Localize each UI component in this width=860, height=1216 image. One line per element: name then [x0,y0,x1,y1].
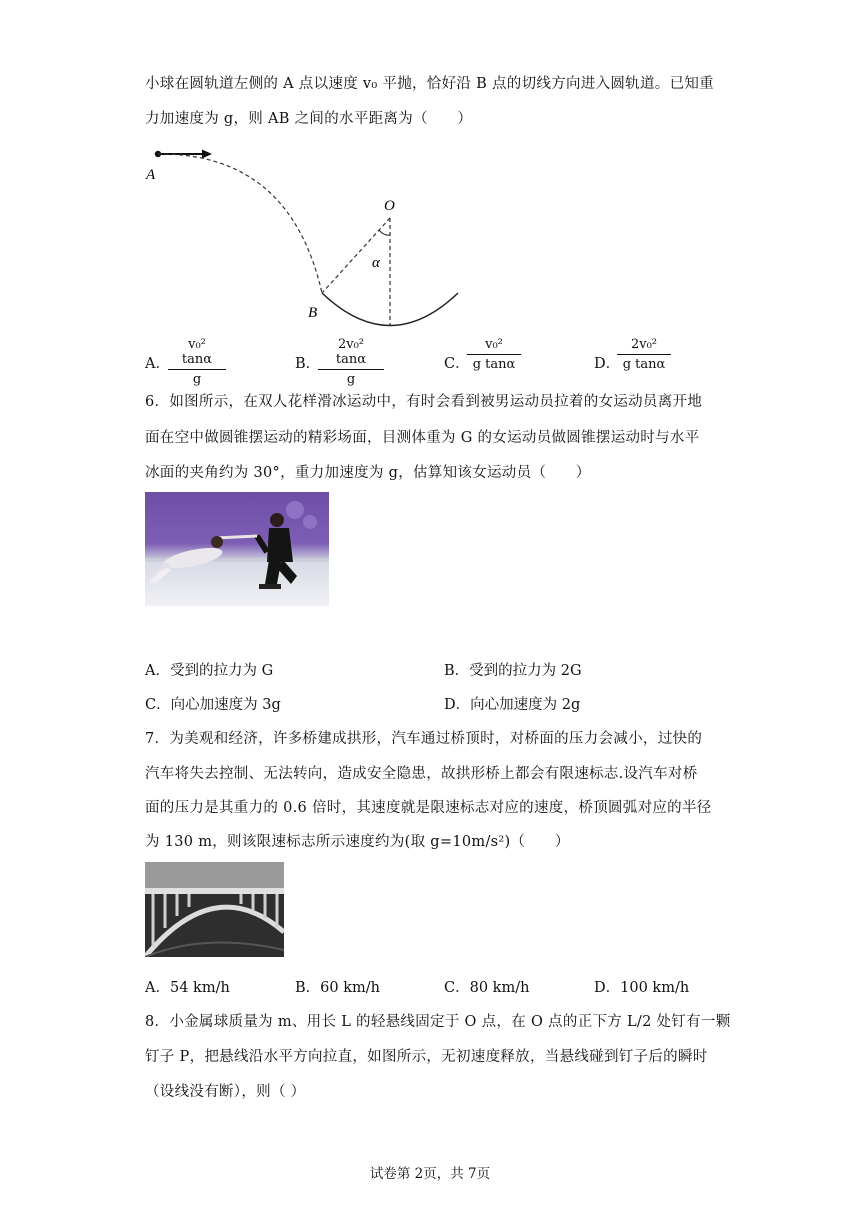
q6-option-B [444,659,582,680]
arch-bridge-photo [145,862,284,957]
q6-option-C-text: 向心加速度为 3g [170,697,281,713]
q6-option-A-text: 受到的拉力为 G [169,663,274,679]
q8-line-3: （设线没有断），则（ ） [145,1084,306,1100]
label-A: A [146,167,156,183]
label-O: O [384,198,395,214]
q5-option-C-denominator: g tanα [472,357,516,372]
q5-option-B-numerator: 2v₀² tanα [335,337,367,367]
q5-option-A-fraction [168,337,226,387]
q7-line-4: 为 130 m，则该限速标志所示速度约为(取 g=10m/s²)（ ） [145,834,570,850]
q6-option-D [444,693,580,714]
q6-option-C [145,693,281,714]
q5-option-C-numerator: v₀² [485,337,503,352]
q5-option-D-letter: D． [594,356,621,372]
q6-option-B-text: 受到的拉力为 2G [469,663,582,679]
figure-skating-photo [145,492,329,606]
q7-line-3: 面的压力是其重力的 0.6 倍时，其速度就是限速标志对应的速度，桥顶圆弧对应的半径 [145,800,712,816]
q7-option-D-letter: D． [594,980,621,996]
q7-option-C [444,976,529,997]
q6-option-D-letter: D． [444,697,471,713]
q7-option-B-text: 60 km/h [320,980,380,996]
q7-option-B [295,976,380,997]
q5-line-1: 小球在圆轨道左侧的 A 点以速度 v₀ 平抛，恰好沿 B 点的切线方向进入圆轨道。已知重 [145,76,714,92]
q5-option-A-letter: A． [145,356,170,372]
velocity-arrowhead [202,150,212,159]
page-footer: 试卷第 2页，共 7页 [369,1166,491,1182]
q6-line-3: 冰面的夹角约为 30°，重力加速度为 g，估算知该女运动员（ ） [145,465,591,481]
q7-option-A-letter: A． [145,980,170,996]
trajectory-dashed [158,154,322,293]
q5-option-D-fraction [617,337,671,372]
q5-option-B-letter: B． [295,356,321,372]
q7-option-D [594,976,689,997]
q6-line-2: 面在空中做圆锥摆运动的精彩场面，目测体重为 G 的女运动员做圆锥摆运动时与水平 [145,430,700,446]
q6-line-1: 6．如图所示，在双人花样滑冰运动中，有时会看到被男运动员拉着的女运动员离开地 [145,394,703,410]
q5-line-2: 力加速度为 g，则 AB 之间的水平距离为（ ） [145,111,473,127]
q8-line-1: 8．小金属球质量为 m、用长 L 的轻悬线固定于 O 点，在 O 点的正下方 L/2 处钉有一颗 [145,1014,731,1030]
q6-option-A-letter: A． [145,663,170,679]
q7-option-C-text: 80 km/h [469,980,530,996]
q7-option-A [145,976,230,997]
q5-option-C-fraction [467,337,521,372]
q7-option-B-letter: B． [295,980,321,996]
projectile-circular-track-figure [140,143,470,328]
q7-option-D-text: 100 km/h [620,980,690,996]
q6-option-C-letter: C． [145,697,171,713]
q6-option-B-letter: B． [444,663,470,679]
angle-alpha-arc [379,230,390,235]
q6-option-A [145,659,273,680]
q8-line-2: 钉子 P，把悬线沿水平方向拉直，如图所示，无初速度释放，当悬线碰到钉子后的瞬时 [145,1049,708,1065]
q7-line-2: 汽车将失去控制、无法转向，造成安全隐患，故拱形桥上都会有限速标志.设汽车对桥 [145,766,698,782]
q5-option-B-denominator: g [346,372,356,387]
q7-option-C-letter: C． [444,980,470,996]
q5-option-A-denominator: g [192,372,202,387]
label-B: B [308,305,318,321]
q5-option-C-letter: C． [444,356,470,372]
q5-option-D-denominator: g tanα [622,357,666,372]
q7-line-1: 7．为美观和经济，许多桥建成拱形，汽车通过桥顶时，对桥面的压力会减小，过快的 [145,731,703,747]
label-alpha: α [372,255,380,271]
q5-option-A-numerator: v₀² tanα [181,337,213,367]
q5-option-B-fraction [318,337,384,387]
q5-option-D-numerator: 2v₀² [630,337,658,352]
bridge-illustration [145,862,284,957]
skaters-illustration [145,492,329,606]
q6-option-D-text: 向心加速度为 2g [470,697,581,713]
q7-option-A-text: 54 km/h [169,980,230,996]
